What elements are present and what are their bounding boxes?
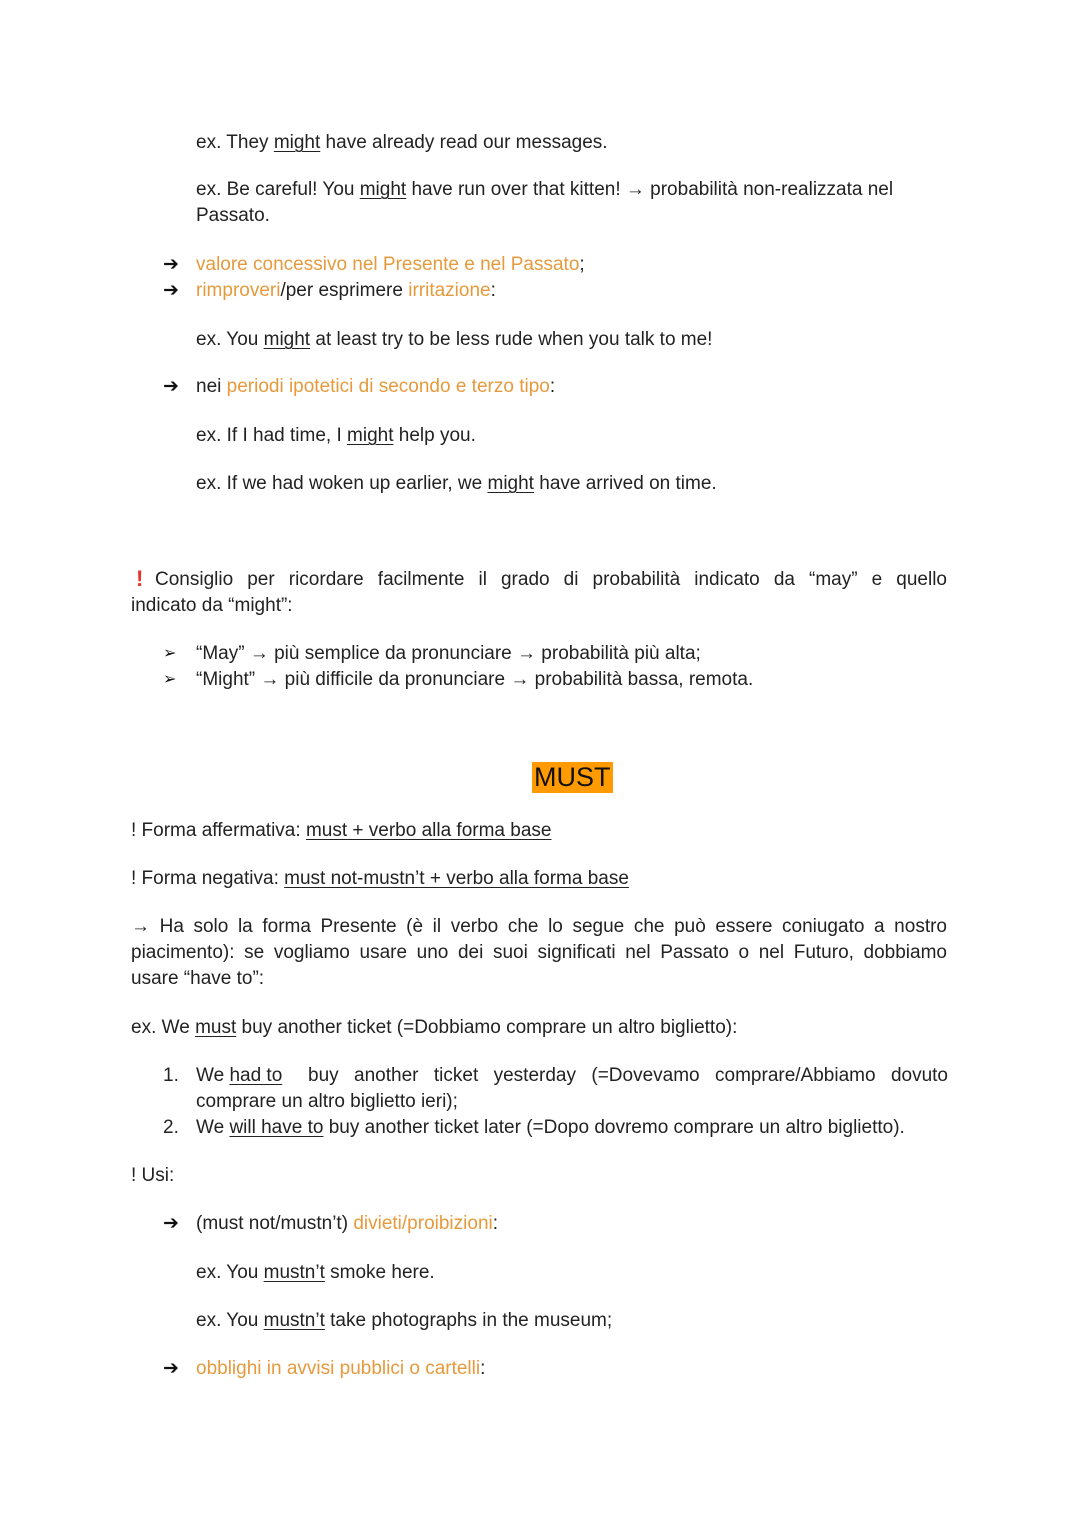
- tip-item-might: “Might” → più difficile da pronunciare → probabilità bassa, remota.: [196, 669, 754, 690]
- list-number: 1.: [163, 1065, 179, 1086]
- triangle-bullet-icon: ➢: [163, 645, 177, 662]
- example-might-2-cont: Passato.: [196, 205, 270, 226]
- right-arrow-icon: ➔: [163, 1358, 179, 1379]
- usi-heading: ! Usi:: [131, 1165, 175, 1186]
- example-might-1: ex. They might have already read our messages.: [196, 132, 608, 153]
- right-arrow-icon: ➔: [163, 254, 179, 275]
- use-divieti: (must not/mustn’t) divieti/proibizioni:: [196, 1213, 499, 1234]
- must-affirmative-form: ! Forma affermativa: must + verbo alla forma base: [131, 820, 552, 841]
- example-might-3: ex. You might at least try to be less rude when you talk to me!: [196, 329, 713, 350]
- use-obblighi: obblighi in avvisi pubblici o cartelli:: [196, 1358, 486, 1379]
- right-arrow-icon: ➔: [163, 1213, 179, 1234]
- example-mustnt-2: ex. You mustn’t take photographs in the museum;: [196, 1310, 613, 1331]
- bullet-concessivo: valore concessivo nel Presente e nel Passato;: [196, 254, 585, 275]
- must-negative-form: ! Forma negativa: must not-mustn’t + verbo alla forma base: [131, 868, 629, 889]
- section-title-must: MUST: [534, 762, 611, 792]
- example-must: ex. We must buy another ticket (=Dobbiamo comprare un altro biglietto):: [131, 1017, 738, 1038]
- list-number: 2.: [163, 1117, 179, 1138]
- must-para-line-3: usare “have to”:: [131, 968, 265, 989]
- must-para-line-2: piacimento): se vogliamo usare uno dei suoi significati nel Passato o nel Futuro, dobbiamo: [131, 942, 947, 963]
- list-item-had-to-line-1: buy another ticket yesterday (=Dovevamo comprare/Abbiamo dovuto: [308, 1065, 948, 1086]
- tip-item-may: “May” → più semplice da pronunciare → probabilità più alta;: [196, 643, 701, 664]
- bullet-rimproveri: rimproveri/per esprimere irritazione:: [196, 280, 496, 301]
- example-might-5: ex. If we had woken up earlier, we might have arrived on time.: [196, 473, 717, 494]
- must-para-line-1: → Ha solo la forma Presente (è il verbo che lo segue che può essere coniugato a nostro: [131, 916, 947, 937]
- tip-line-1: Consiglio per ricordare facilmente il grado di probabilità indicato da “may” e quello: [155, 569, 947, 590]
- tip-line-2: indicato da “might”:: [131, 595, 293, 616]
- bullet-periodi-ipotetici: nei periodi ipotetici di secondo e terzo tipo:: [196, 376, 556, 397]
- right-arrow-icon: ➔: [163, 280, 179, 301]
- list-item-had-to-line-2: comprare un altro biglietto ieri);: [196, 1091, 458, 1112]
- example-mustnt-1: ex. You mustn’t smoke here.: [196, 1262, 435, 1283]
- example-might-2: ex. Be careful! You might have run over that kitten! → probabilità non-realizzata nel: [196, 179, 894, 200]
- right-arrow-icon: ➔: [163, 376, 179, 397]
- example-might-4: ex. If I had time, I might help you.: [196, 425, 476, 446]
- exclamation-icon: !: [136, 566, 144, 591]
- list-item-will-have-to: We will have to buy another ticket later (=Dopo dovremo comprare un altro biglietto).: [196, 1117, 905, 1138]
- triangle-bullet-icon: ➢: [163, 671, 177, 688]
- list-item-had-to-prefix: We had to: [196, 1065, 283, 1086]
